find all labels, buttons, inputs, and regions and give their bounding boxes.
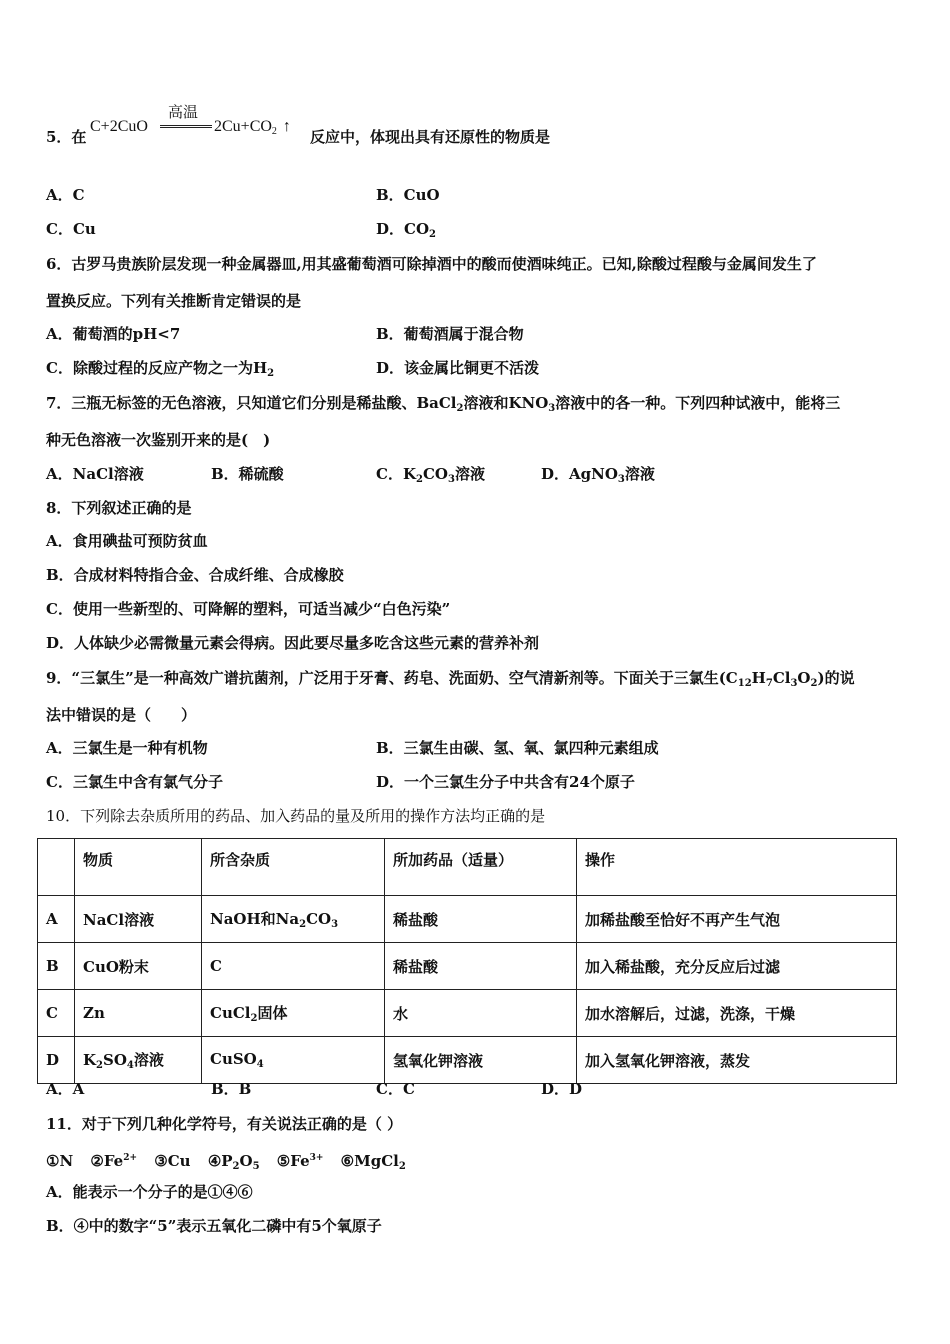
table-header-cell	[38, 839, 75, 896]
row-substance: NaCl溶液	[75, 896, 202, 943]
row-impurity: C	[202, 943, 385, 990]
q5-stem: 5．在	[46, 128, 87, 146]
q11-symbols: ①N $②Fe^{2+}$ ③Cu $④P_2O_5$ $⑤Fe^{3+}$ ⑥MgCl$_2$	[46, 1152, 406, 1172]
row-operation: 加入氢氧化钾溶液，蒸发	[577, 1037, 897, 1084]
q7-stem-line1: 7．三瓶无标签的无色溶液，只知道它们分别是稀盐酸、BaCl$_2$溶液和$KNO_3$溶液中的各一种。下列四种试液中，能将三	[46, 394, 841, 414]
row-substance: CuO粉末	[75, 943, 202, 990]
q5-option-d: D．$CO_2$	[376, 220, 436, 240]
q6-option-c: C．除酸过程的反应产物之一为$H_2$	[46, 359, 275, 379]
q5-condition: 高温	[168, 103, 199, 121]
table-header-row	[38, 839, 897, 896]
row-impurity: CuSO$_4$	[202, 1037, 385, 1084]
row-impurity: CuCl$_2$固体	[202, 990, 385, 1037]
row-key: B	[38, 943, 75, 990]
q7-option-b: B．稀硫酸	[211, 465, 284, 483]
row-substance: $K_2SO_4$溶液	[75, 1037, 202, 1084]
q5-option-b: B．CuO	[376, 186, 440, 204]
q11-option-a: A．能表示一个分子的是①④⑥	[46, 1183, 253, 1201]
q11-stem: 11．对于下列几种化学符号，有关说法正确的是（ ）	[46, 1115, 403, 1133]
q6-stem-line2: 置换反应。下列有关推断肯定错误的是	[46, 292, 302, 310]
table-header-cell: 操作	[577, 839, 897, 896]
q9-stem-line2: 法中错误的是（ ）	[46, 706, 197, 724]
q10-table	[37, 838, 897, 1084]
row-key: D	[38, 1037, 75, 1084]
row-operation: 加入稀盐酸，充分反应后过滤	[577, 943, 897, 990]
q5-stem-tail: 反应中，体现出具有还原性的物质是	[310, 128, 551, 146]
q10-option-b: B．B	[211, 1080, 252, 1098]
q9-option-b: B．三氯生由碳、氢、氧、氯四种元素组成	[376, 739, 659, 757]
q7-option-d: D．AgNO$_3$溶液	[541, 465, 655, 485]
q8-option-d: D．人体缺少必需微量元素会得病。因此要尽量多吃含这些元素的营养补剂	[46, 634, 540, 652]
table-header-cell: 物质	[75, 839, 202, 896]
q6-option-b: B．葡萄酒属于混合物	[376, 325, 524, 343]
table-header-cell: 所含杂质	[202, 839, 385, 896]
q7-option-c: C．$K_2CO_3$溶液	[376, 465, 485, 485]
q8-option-b: B．合成材料特指合金、合成纤维、合成橡胶	[46, 566, 344, 584]
row-substance: Zn	[75, 990, 202, 1037]
q6-option-d: D．该金属比铜更不活泼	[376, 359, 540, 377]
q5-equals-sign	[160, 125, 212, 128]
table-row	[38, 896, 897, 943]
q5-option-c: C．Cu	[46, 220, 96, 238]
row-reagent: 氢氧化钾溶液	[385, 1037, 577, 1084]
q5-equation-left: C+2CuO	[90, 118, 148, 135]
row-impurity: NaOH和$Na_2CO_3$	[202, 896, 385, 943]
q8-stem: 8．下列叙述正确的是	[46, 499, 192, 517]
row-operation: 加水溶解后，过滤，洗涤，干燥	[577, 990, 897, 1037]
table-row	[38, 990, 897, 1037]
q8-option-c: C．使用一些新型的、可降解的塑料，可适当减少“白色污染”	[46, 600, 451, 618]
q9-option-c: C．三氯生中含有氯气分子	[46, 773, 223, 791]
q11-option-b: B．④中的数字“5”表示五氧化二磷中有5个氧原子	[46, 1217, 382, 1235]
q10-option-c: C．C	[376, 1080, 415, 1098]
q9-option-d: D．一个三氯生分子中共含有24个原子	[376, 773, 635, 791]
q5-option-a: A．C	[46, 186, 85, 204]
q6-option-a: A．葡萄酒的pH<7	[46, 325, 181, 343]
q7-option-a: A．NaCl溶液	[46, 465, 144, 483]
table-header-cell: 所加药品（适量）	[385, 839, 577, 896]
q9-option-a: A．三氯生是一种有机物	[46, 739, 208, 757]
q9-stem-line1: 9．“三氯生”是一种高效广谱抗菌剂，广泛用于牙膏、药皂、洗面奶、空气清新剂等。下面关于三氯生$(C_{12}H_7Cl_3O_2)$的说	[46, 669, 855, 689]
row-key: C	[38, 990, 75, 1037]
q10-option-d: D．D	[541, 1080, 583, 1098]
q5-equation-right: $2Cu+CO_2$ ↑	[214, 118, 291, 137]
table-row	[38, 943, 897, 990]
q6-stem-line1: 6．古罗马贵族阶层发现一种金属器皿,用其盛葡萄酒可除掉酒中的酸而使酒味纯正。已知,除酸过程酸与金属间发生了	[46, 255, 817, 273]
row-key: A	[38, 896, 75, 943]
q10-stem: 10．下列除去杂质所用的药品、加入药品的量及所用的操作方法均正确的是	[46, 807, 546, 825]
q8-option-a: A．食用碘盐可预防贫血	[46, 532, 208, 550]
q10-option-a: A．A	[46, 1080, 85, 1098]
table-row	[38, 1037, 897, 1084]
row-reagent: 稀盐酸	[385, 943, 577, 990]
row-operation: 加稀盐酸至恰好不再产生气泡	[577, 896, 897, 943]
q7-stem-line2: 种无色溶液一次鉴别开来的是( )	[46, 431, 271, 449]
row-reagent: 稀盐酸	[385, 896, 577, 943]
row-reagent: 水	[385, 990, 577, 1037]
